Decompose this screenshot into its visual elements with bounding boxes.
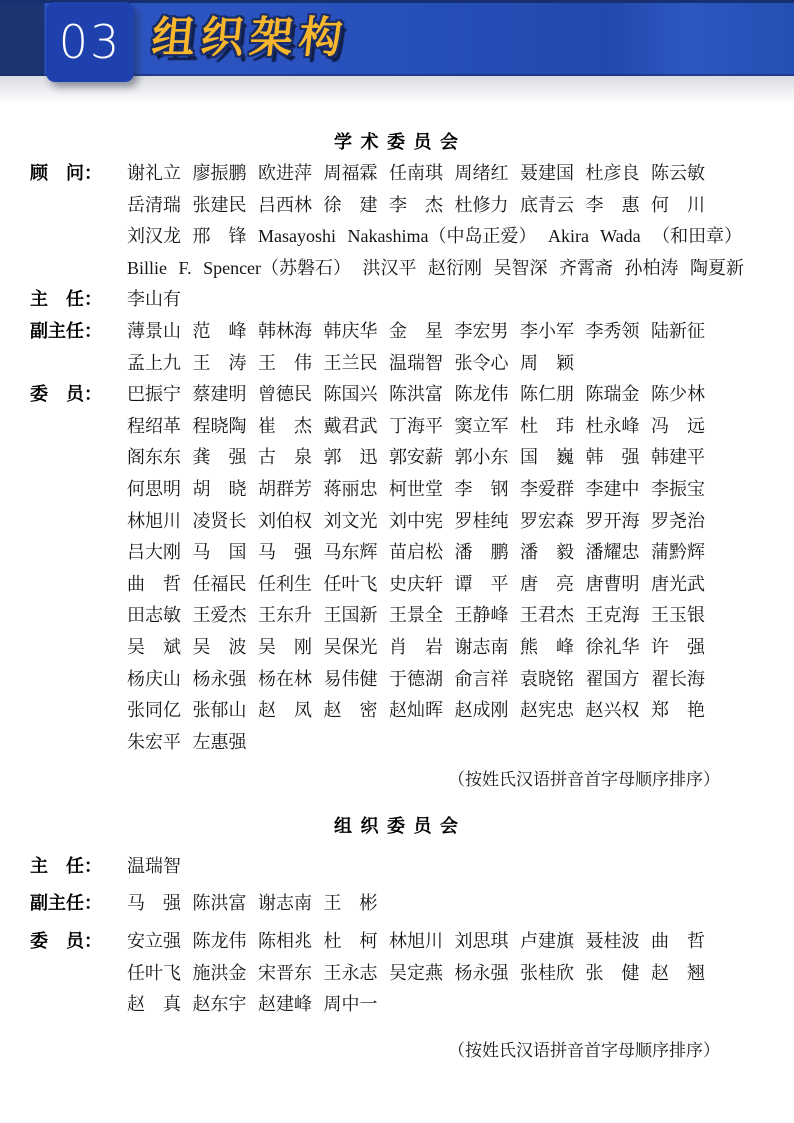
academic-sort-note: （按姓氏汉语拼音首字母顺序排序） <box>448 770 720 790</box>
label-academic-deputy-directors: 副主任： <box>30 320 102 341</box>
name-line: 马 强 陈洪富 谢志南 王 彬 <box>127 893 378 914</box>
label-academic-members: 委 员： <box>30 384 102 405</box>
names-academic-director <box>127 284 794 316</box>
organizing-sort-note: （按姓氏汉语拼音首字母顺序排序） <box>448 1040 720 1060</box>
row-academic-members <box>0 379 794 758</box>
row-academic-deputy-directors <box>0 316 794 379</box>
name-line: 任叶飞 施洪金 宋晋东 王永志 吴定燕 杨永强 张桂欣 张 健 赵 翘 <box>127 962 705 983</box>
organizing-committee-heading: 组 织 委 员 会 <box>334 815 460 836</box>
name-line: 林旭川 凌贤长 刘伯权 刘文光 刘中宪 罗桂纯 罗宏森 罗开海 罗尧治 <box>127 510 705 531</box>
name-line: 程绍革 程晓陶 崔 杰 戴君武 丁海平 窦立军 杜 玮 杜永峰 冯 远 <box>127 415 705 436</box>
name-line: 薄景山 范 峰 韩林海 韩庆华 金 星 李宏男 李小军 李秀领 陆新征 <box>127 320 705 341</box>
name-line: 张同亿 张郁山 赵 凤 赵 密 赵灿晖 赵成刚 赵宪忠 赵兴权 郑 艳 <box>127 700 705 721</box>
name-line: 孟上九 王 涛 王 伟 王兰民 温瑞智 张令心 周 颖 <box>127 352 574 373</box>
names-organizing-members <box>127 926 794 1021</box>
section-number: 03 <box>58 15 122 69</box>
label-organizing-deputy-directors: 副主任： <box>30 893 102 914</box>
name-line: 赵 真 赵东宇 赵建峰 周中一 <box>127 994 378 1015</box>
name-line: 吴 斌 吴 波 吴 刚 吴保光 肖 岩 谢志南 熊 峰 徐礼华 许 强 <box>127 636 705 657</box>
name-line: 杨庆山 杨永强 杨在林 易伟健 于德湖 俞言祥 袁晓铭 翟国方 翟长海 <box>127 668 705 689</box>
label-advisors: 顾 问： <box>30 163 102 183</box>
name-line: 谢礼立 廖振鹏 欧进萍 周福霖 任南琪 周绪红 聂建国 杜彦良 陈云敏 <box>127 163 705 183</box>
name-line: 朱宏平 左惠强 <box>127 731 247 752</box>
name-line: 巴振宁 蔡建明 曾德民 陈国兴 陈洪富 陈龙伟 陈仁朋 陈瑞金 陈少林 <box>127 384 705 405</box>
label-organizing-members: 委 员： <box>30 931 102 952</box>
name-line: 岳清瑞 张建民 吕西林 徐 建 李 杰 杜修力 底青云 李 惠 何 川 <box>127 194 705 215</box>
label-academic-director: 主 任： <box>30 289 102 310</box>
name-line: 田志敏 王爱杰 王东升 王国新 王景全 王静峰 王君杰 王克海 王玉银 <box>127 605 705 626</box>
name-line: 阁东东 龚 强 古 泉 郭 迅 郭安薪 郭小东 国 巍 韩 强 韩建平 <box>127 447 705 468</box>
names-organizing-director <box>127 851 794 883</box>
name-line: 温瑞智 <box>127 855 181 876</box>
name-line: 刘汉龙 邢 锋 Masayoshi Nakashima（中岛正爱） Akira Wada （和田章） <box>127 226 743 247</box>
name-line: 李山有 <box>127 289 181 310</box>
row-organizing-deputy-directors <box>0 888 794 920</box>
names-academic-deputy-directors <box>127 316 794 379</box>
row-organizing-members <box>0 926 794 1021</box>
name-line: 安立强 陈龙伟 陈相兆 杜 柯 林旭川 刘思琪 卢建旗 聂桂波 曲 哲 <box>127 931 705 952</box>
row-organizing-director <box>0 851 794 883</box>
academic-committee-heading: 学 术 委 员 会 <box>334 132 460 152</box>
name-line: 曲 哲 任福民 任利生 任叶飞 史庆轩 谭 平 唐 亮 唐曹明 唐光武 <box>127 573 705 594</box>
names-advisors <box>127 158 794 284</box>
name-line: Billie F. Spencer（苏磐石） 洪汉平 赵衍刚 吴智深 齐霄斋 孙柏涛 陶夏新 <box>127 257 745 278</box>
row-academic-director <box>0 284 794 316</box>
name-line: 何思明 胡 晓 胡群芳 蒋丽忠 柯世堂 李 钢 李爱群 李建中 李振宝 <box>127 478 705 499</box>
names-organizing-deputy-directors <box>127 888 794 920</box>
name-line: 吕大刚 马 国 马 强 马东辉 苗启松 潘 鹏 潘 毅 潘耀忠 蒲黔辉 <box>127 542 705 563</box>
label-organizing-director: 主 任： <box>30 855 102 876</box>
names-academic-members <box>127 379 794 758</box>
row-advisors <box>0 158 794 284</box>
page-title: 组织架构 <box>149 13 351 63</box>
